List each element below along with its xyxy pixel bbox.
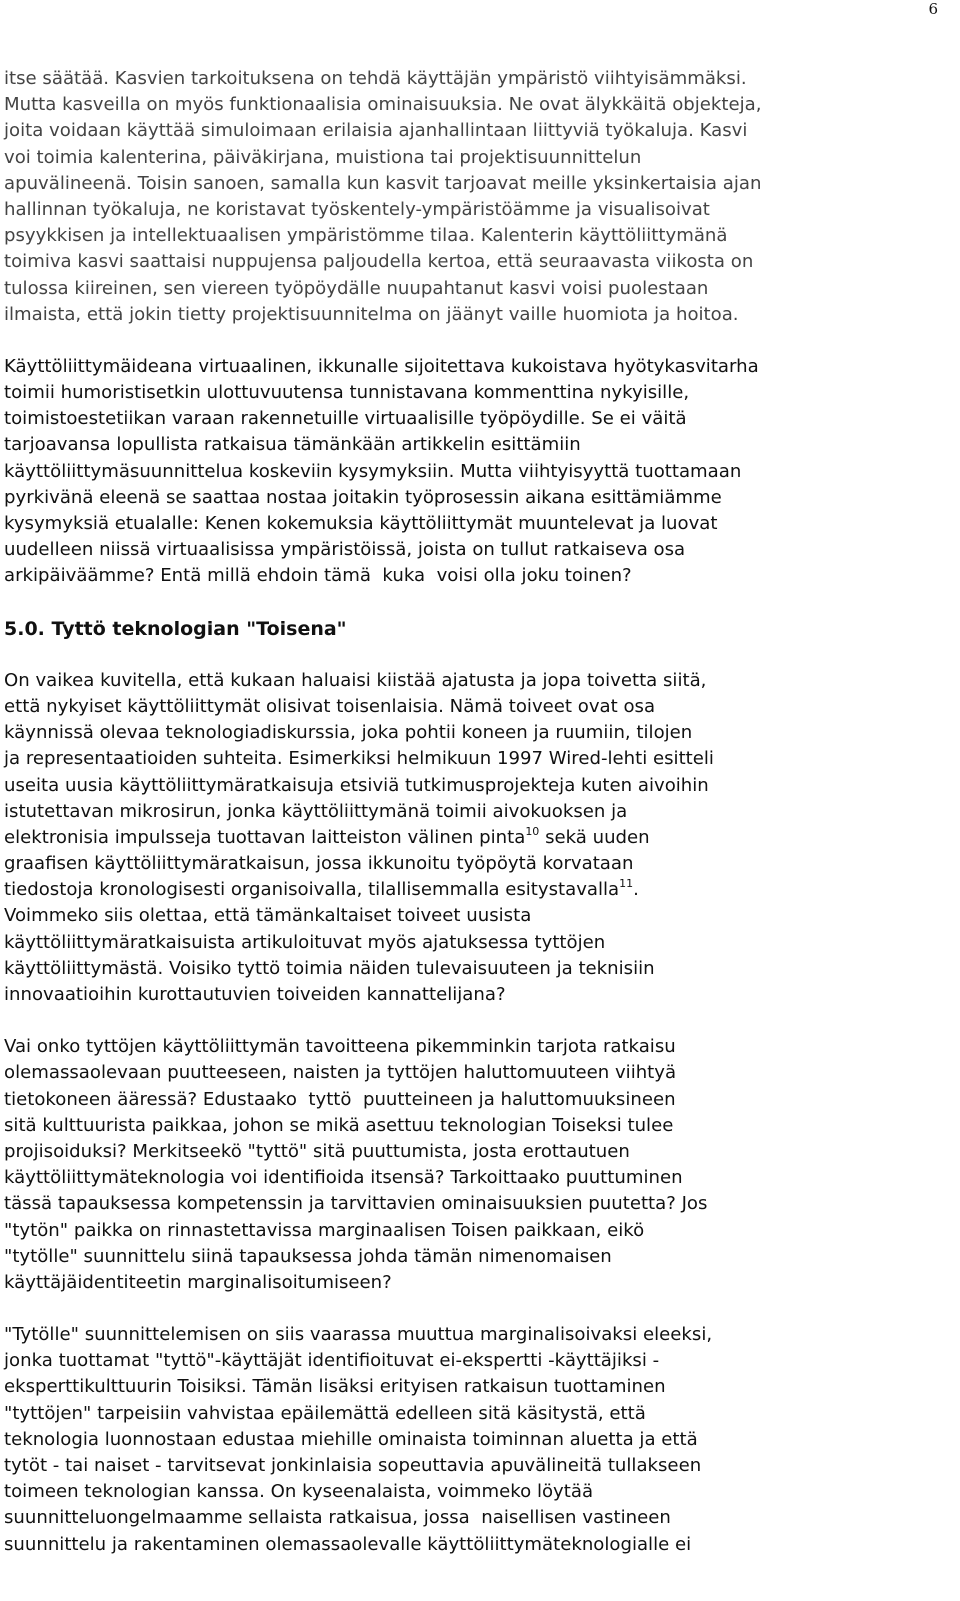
text-line: toimiva kasvi saattaisi nuppujensa paljoudella kertoa, että seuraavasta viikosta on	[4, 251, 754, 273]
paragraph-5	[4, 1322, 940, 1558]
text-line: suunnittelu ja rakentaminen olemassaolevalle käyttöliittymäteknologialle ei	[4, 1533, 692, 1555]
text-line: tarjoavansa lopullista ratkaisua tämänkään artikkelin esittämiin	[4, 434, 581, 456]
text-line: ilmaista, että jokin tietty projektisuunnitelma on jäänyt vaille huomiota ja hoitoa.	[4, 303, 739, 325]
text-line: tytöt - tai naiset - tarvitsevat jonkinlaisia sopeuttavia apuvälineitä tullakseen	[4, 1455, 702, 1476]
text-line: käyttöliittymäteknologia voi identifioida itsensä? Tarkoittaako puuttuminen	[4, 1167, 683, 1189]
text-line: tässä tapauksessa kompetenssin ja tarvittavien ominaisuuksien puutetta? Jos	[4, 1193, 708, 1215]
text-line: Voimmeko siis olettaa, että tämänkaltaiset toiveet uusista	[4, 905, 532, 927]
text-line: käyttöliittymäratkaisuista artikuloituvat myös ajatuksessa tyttöjen	[4, 931, 606, 953]
text-line: olemassaolevaan puutteeseen, naisten ja tyttöjen haluttomuuteen viihtyä	[4, 1062, 677, 1084]
text-line: käynnissä olevaa teknologiadiskurssia, joka pohtii koneen ja ruumiin, tilojen	[4, 722, 693, 744]
text-line-with-footnote	[4, 825, 940, 851]
text-line: ja representaatioiden suhteita. Esimerkiksi helmikuun 1997 Wired-lehti esitteli	[4, 748, 714, 770]
text-line: että nykyiset käyttöliittymät olisivat toisenlaisia. Nämä toiveet ovat osa	[4, 695, 656, 717]
text-line-with-footnote	[4, 877, 940, 903]
text-line: eksperttikulttuurin Toisiksi. Tämän lisäksi erityisen ratkaisun tuottaminen	[4, 1376, 666, 1398]
text-line: hallinnan työkaluja, ne koristavat työskentely-ympäristöämme ja visualisoivat	[4, 198, 710, 220]
text-line: jonka tuottamat "tyttö"-käyttäjät identifioituvat ei-ekspertti -käyttäjiksi -	[4, 1350, 660, 1372]
text-line: projisoiduksi? Merkitseekö "tyttö" sitä puuttumista, josta erottautuen	[4, 1140, 630, 1162]
paragraph-3	[4, 668, 940, 1008]
text-line: tulossa kiireinen, sen viereen työpöydälle nuupahtanut kasvi voisi puolestaan	[4, 277, 709, 299]
text-run: .	[633, 879, 639, 901]
text-line: istutettavan mikrosirun, jonka käyttöliittymänä toimii aivokuoksen ja	[4, 800, 628, 822]
text-line: tietokoneen ääressä? Edustaako tyttö puutteineen ja haluttomuuksineen	[4, 1088, 676, 1110]
text-run: tiedostoja kronologisesti organisoivalla, tilallisemmalla esitystavalla	[4, 879, 620, 901]
paragraph-gap	[4, 1296, 940, 1322]
paragraph-4	[4, 1034, 940, 1296]
text-line: itse säätää. Kasvien tarkoituksena on tehdä käyttäjän ympäristö viihtyisämmäksi.	[4, 68, 747, 89]
paragraph-2	[4, 354, 940, 590]
text-line: Käyttöliittymäideana virtuaalinen, ikkunalle sijoitettava kukoistava hyötykasvitarha	[4, 355, 759, 377]
text-line: voi toimia kalenterina, päiväkirjana, muistiona tai projektisuunnittelun	[4, 146, 642, 168]
text-line: toimii humoristisetkin ulottuvuutensa tunnistavana kommenttina nykyisille,	[4, 382, 690, 404]
text-line: innovaatioihin kurottautuvien toiveiden kannattelijana?	[4, 984, 506, 1005]
text-line: "tyttöjen" tarpeisiin vahvistaa epäilemättä edelleen sitä käsitystä, että	[4, 1402, 646, 1424]
paragraph-1	[4, 66, 940, 328]
text-line: käyttöliittymäsuunnittelua koskeviin kysymyksiin. Mutta viihtyisyyttä tuottamaan	[4, 460, 742, 482]
text-run: sekä uuden	[539, 826, 650, 848]
paragraph-gap	[4, 328, 940, 354]
text-line: "tytölle" suunnittelu siinä tapauksessa johda tämän nimenomaisen	[4, 1245, 612, 1267]
footnote-marker: 10	[525, 824, 540, 838]
text-line: teknologia luonnostaan edustaa miehille ominaista toiminnan aluetta ja että	[4, 1428, 698, 1450]
paragraph-gap	[4, 1008, 940, 1034]
footnote-marker: 11	[619, 877, 634, 891]
paragraph-gap	[4, 590, 940, 616]
text-line: graafisen käyttöliittymäratkaisun, jossa ikkunoitu työpöytä korvataan	[4, 853, 634, 875]
text-line: psyykkisen ja intellektuaalisen ympäristömme tilaa. Kalenterin käyttöliittymänä	[4, 225, 728, 247]
text-line: toimistoestetiikan varaan rakennetuille virtuaalisille työpöydille. Se ei väitä	[4, 408, 687, 430]
text-line: Vai onko tyttöjen käyttöliittymän tavoitteena pikemminkin tarjota ratkaisu	[4, 1036, 676, 1058]
text-line: "Tytölle" suunnittelemisen on siis vaarassa muuttua marginalisoivaksi eleeksi,	[4, 1324, 713, 1346]
text-line: käyttäjäidentiteetin marginalisoitumiseen?	[4, 1271, 392, 1293]
text-line: joita voidaan käyttää simuloimaan erilaisia ajanhallintaan liittyviä työkaluja. Kasvi	[4, 120, 748, 142]
text-line: toimeen teknologian kanssa. On kyseenalaista, voimmeko löytää	[4, 1481, 594, 1503]
text-line: käyttöliittymästä. Voisiko tyttö toimia näiden tulevaisuuteen ja teknisiin	[4, 957, 655, 979]
text-line: apuvälineenä. Toisin sanoen, samalla kun kasvit tarjoavat meille yksinkertaisia ajan	[4, 172, 762, 194]
text-line: arkipäiväämme? Entä millä ehdoin tämä kuka voisi olla joku toinen?	[4, 565, 632, 587]
text-line: useita uusia käyttöliittymäratkaisuja etsiviä tutkimusprojekteja kuten aivoihin	[4, 774, 709, 796]
text-line: On vaikea kuvitella, että kukaan haluaisi kiistää ajatusta ja jopa toivetta siitä,	[4, 669, 707, 691]
text-line: pyrkivänä eleenä se saattaa nostaa joitakin työprosessin aikana esittämiämme	[4, 486, 722, 508]
text-line: sitä kulttuurista paikkaa, johon se mikä asettuu teknologian Toiseksi tulee	[4, 1114, 674, 1136]
text-line: "tytön" paikka on rinnastettavissa marginaalisen Toisen paikkaan, eikö	[4, 1219, 645, 1241]
text-run: elektronisia impulsseja tuottavan laitteiston välinen pinta	[4, 826, 526, 848]
text-line: Mutta kasveilla on myös funktionaalisia ominaisuuksia. Ne ovat älykkäitä objekteja,	[4, 94, 762, 116]
page-number: 6	[928, 0, 938, 18]
text-line: suunnitteluongelmaamme sellaista ratkaisua, jossa naisellisen vastineen	[4, 1507, 671, 1529]
paragraph-gap	[4, 642, 940, 668]
section-heading: 5.0. Tyttö teknologian "Toisena"	[4, 617, 347, 640]
text-line: kysymyksiä etualalle: Kenen kokemuksia käyttöliittymät muuntelevat ja luovat	[4, 513, 718, 534]
text-line: uudelleen niissä virtuaalisissa ympäristöissä, joista on tullut ratkaiseva osa	[4, 539, 686, 561]
document-body	[4, 66, 940, 1558]
